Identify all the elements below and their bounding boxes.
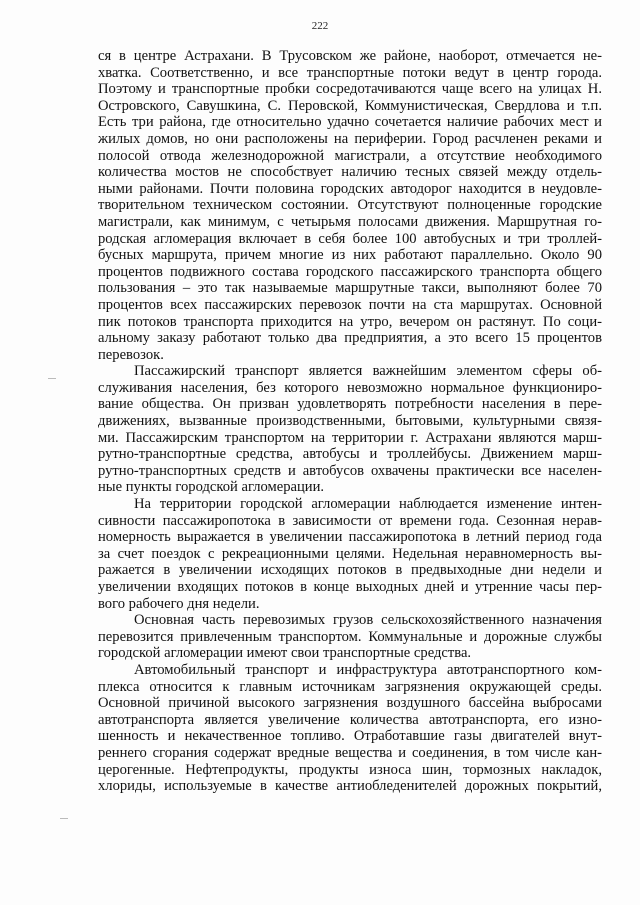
text-line: перевозится привлеченным транспортом. Коммунальные и дорожные службы: [98, 628, 602, 645]
text-line: ные пункты городской агломерации.: [98, 479, 325, 496]
text-line: альному заказу работают только два предприятия, а это всего 15 процентов: [98, 330, 602, 347]
text-line: вого рабочего дня недели.: [98, 595, 260, 612]
text-line: хлориды, используемые в качестве антиобледенителей дорожных покрытий,: [98, 778, 602, 795]
text-line: пик потоков транспорта приходится на утро, вечером он растянут. По соци-: [98, 313, 602, 330]
text-line: сивности пассажиропотока в зависимости от времени года. Сезонная нерав-: [98, 512, 602, 529]
text-line: Островского, Савушкина, С. Перовской, Коммунистическая, Свердлова и т.п.: [98, 97, 602, 114]
text-line: Автомобильный транспорт и инфраструктура автотранспортного ком-: [134, 661, 602, 678]
text-line: шенность и некачественное топливо. Отработавшие газы двигателей внут-: [98, 728, 602, 745]
text-line: церогенные. Нефтепродукты, продукты износа шин, тормозных накладок,: [98, 761, 602, 778]
text-line: ными районами. Почти половина городских автодорог находится в неудовле-: [98, 180, 602, 197]
text-line: Поэтому и транспортные пробки сосредотачиваются чаще всего на улицах Н.: [98, 81, 602, 98]
text-line: ражается в увеличении исходящих потоков в предвыходные дни недели и: [98, 562, 602, 579]
text-line: номерность выражается в увеличении пассажиропотока в летний период года: [98, 529, 602, 546]
text-line: увеличении входящих потоков в конце выходных дней и утренние часы пер-: [98, 579, 602, 595]
paragraph-5: [98, 662, 602, 795]
body-text: [98, 48, 602, 795]
paragraph-3: [98, 496, 602, 612]
text-line: Основной причиной высокого загрязнения воздушного бассейна выбросами: [98, 695, 602, 712]
margin-mark: [60, 818, 68, 819]
text-line: городской агломерации имеют свои транспортные средства.: [98, 645, 472, 662]
text-line: жилых домов, но они расположены на периферии. Город расчленен реками и: [98, 130, 602, 147]
text-line: автотранспорта является увеличение количества автотранспорта, его изно-: [98, 711, 602, 728]
text-line: вание общества. Он призван удовлетворять потребности населения в пере-: [98, 396, 602, 413]
text-line: магистрали, как минимум, с четырьмя полосами движения. Маршрутная го-: [98, 213, 602, 230]
text-line: ми. Пассажирским транспортом на территории г. Астрахани являются марш-: [98, 429, 602, 446]
text-line: количества мостов не способствует наличию тесных связей между отдель-: [98, 164, 602, 181]
text-line: Есть три района, где относительно удачно сочетается наличие рабочих мест и: [98, 114, 602, 131]
page-number: 222: [311, 20, 329, 32]
text-line: бусных маршрута, причем многие из них работают параллельно. Около 90: [98, 247, 602, 264]
text-line: процентов подвижного состава городского пассажирского транспорта общего: [98, 263, 602, 280]
paragraph-4: [98, 612, 602, 662]
text-line: пользования – это так называемые маршрутные такси, выполняют более 70: [98, 280, 602, 297]
text-line: за счет поездок с рекреационными целями. Недельная неравномерность вы-: [98, 545, 602, 562]
text-line: родская агломерация включает в себя более 100 автобусных и три троллей-: [98, 230, 602, 247]
text-line: реннего сгорания содержат вредные вещества и соединения, в том числе кан-: [98, 744, 602, 761]
text-line: ся в центре Астрахани. В Трусовском же районе, наоборот, отмечается не-: [98, 48, 602, 64]
text-line: творительном техническом состоянии. Отсутствуют полноценные городские: [98, 197, 602, 214]
text-line: рутно-транспортные средства, автобусы и троллейбусы. Движением марш-: [98, 446, 602, 463]
text-line: хватка. Соответственно, и все транспортные потоки ведут в центр города.: [98, 64, 602, 81]
margin-mark: [48, 378, 56, 379]
text-line: Основная часть перевозимых грузов сельскохозяйственного назначения: [134, 612, 602, 629]
text-line: движениях, вызванные производственными, бытовыми, культурными связя-: [98, 413, 602, 430]
paragraph-1: [98, 48, 602, 363]
text-line: полосой отвода железнодорожной магистрали, а отсутствие необходимого: [98, 147, 602, 164]
text-line: служивания населения, без которого невозможно нормальное функциониро-: [98, 379, 602, 396]
text-line: процентов всех пассажирских перевозок почти на ста маршрутах. Основной: [98, 296, 602, 313]
text-line: На территории городской агломерации наблюдается изменение интен-: [134, 496, 602, 513]
text-line: перевозок.: [98, 346, 164, 363]
paragraph-2: [98, 363, 602, 496]
text-line: плекса относится к главным источникам загрязнения окружающей среды.: [98, 678, 602, 695]
text-line: Пассажирский транспорт является важнейшим элементом сферы об-: [134, 363, 602, 380]
text-line: рутно-транспортных средств и автобусов охвачены практически все населен-: [98, 462, 602, 479]
